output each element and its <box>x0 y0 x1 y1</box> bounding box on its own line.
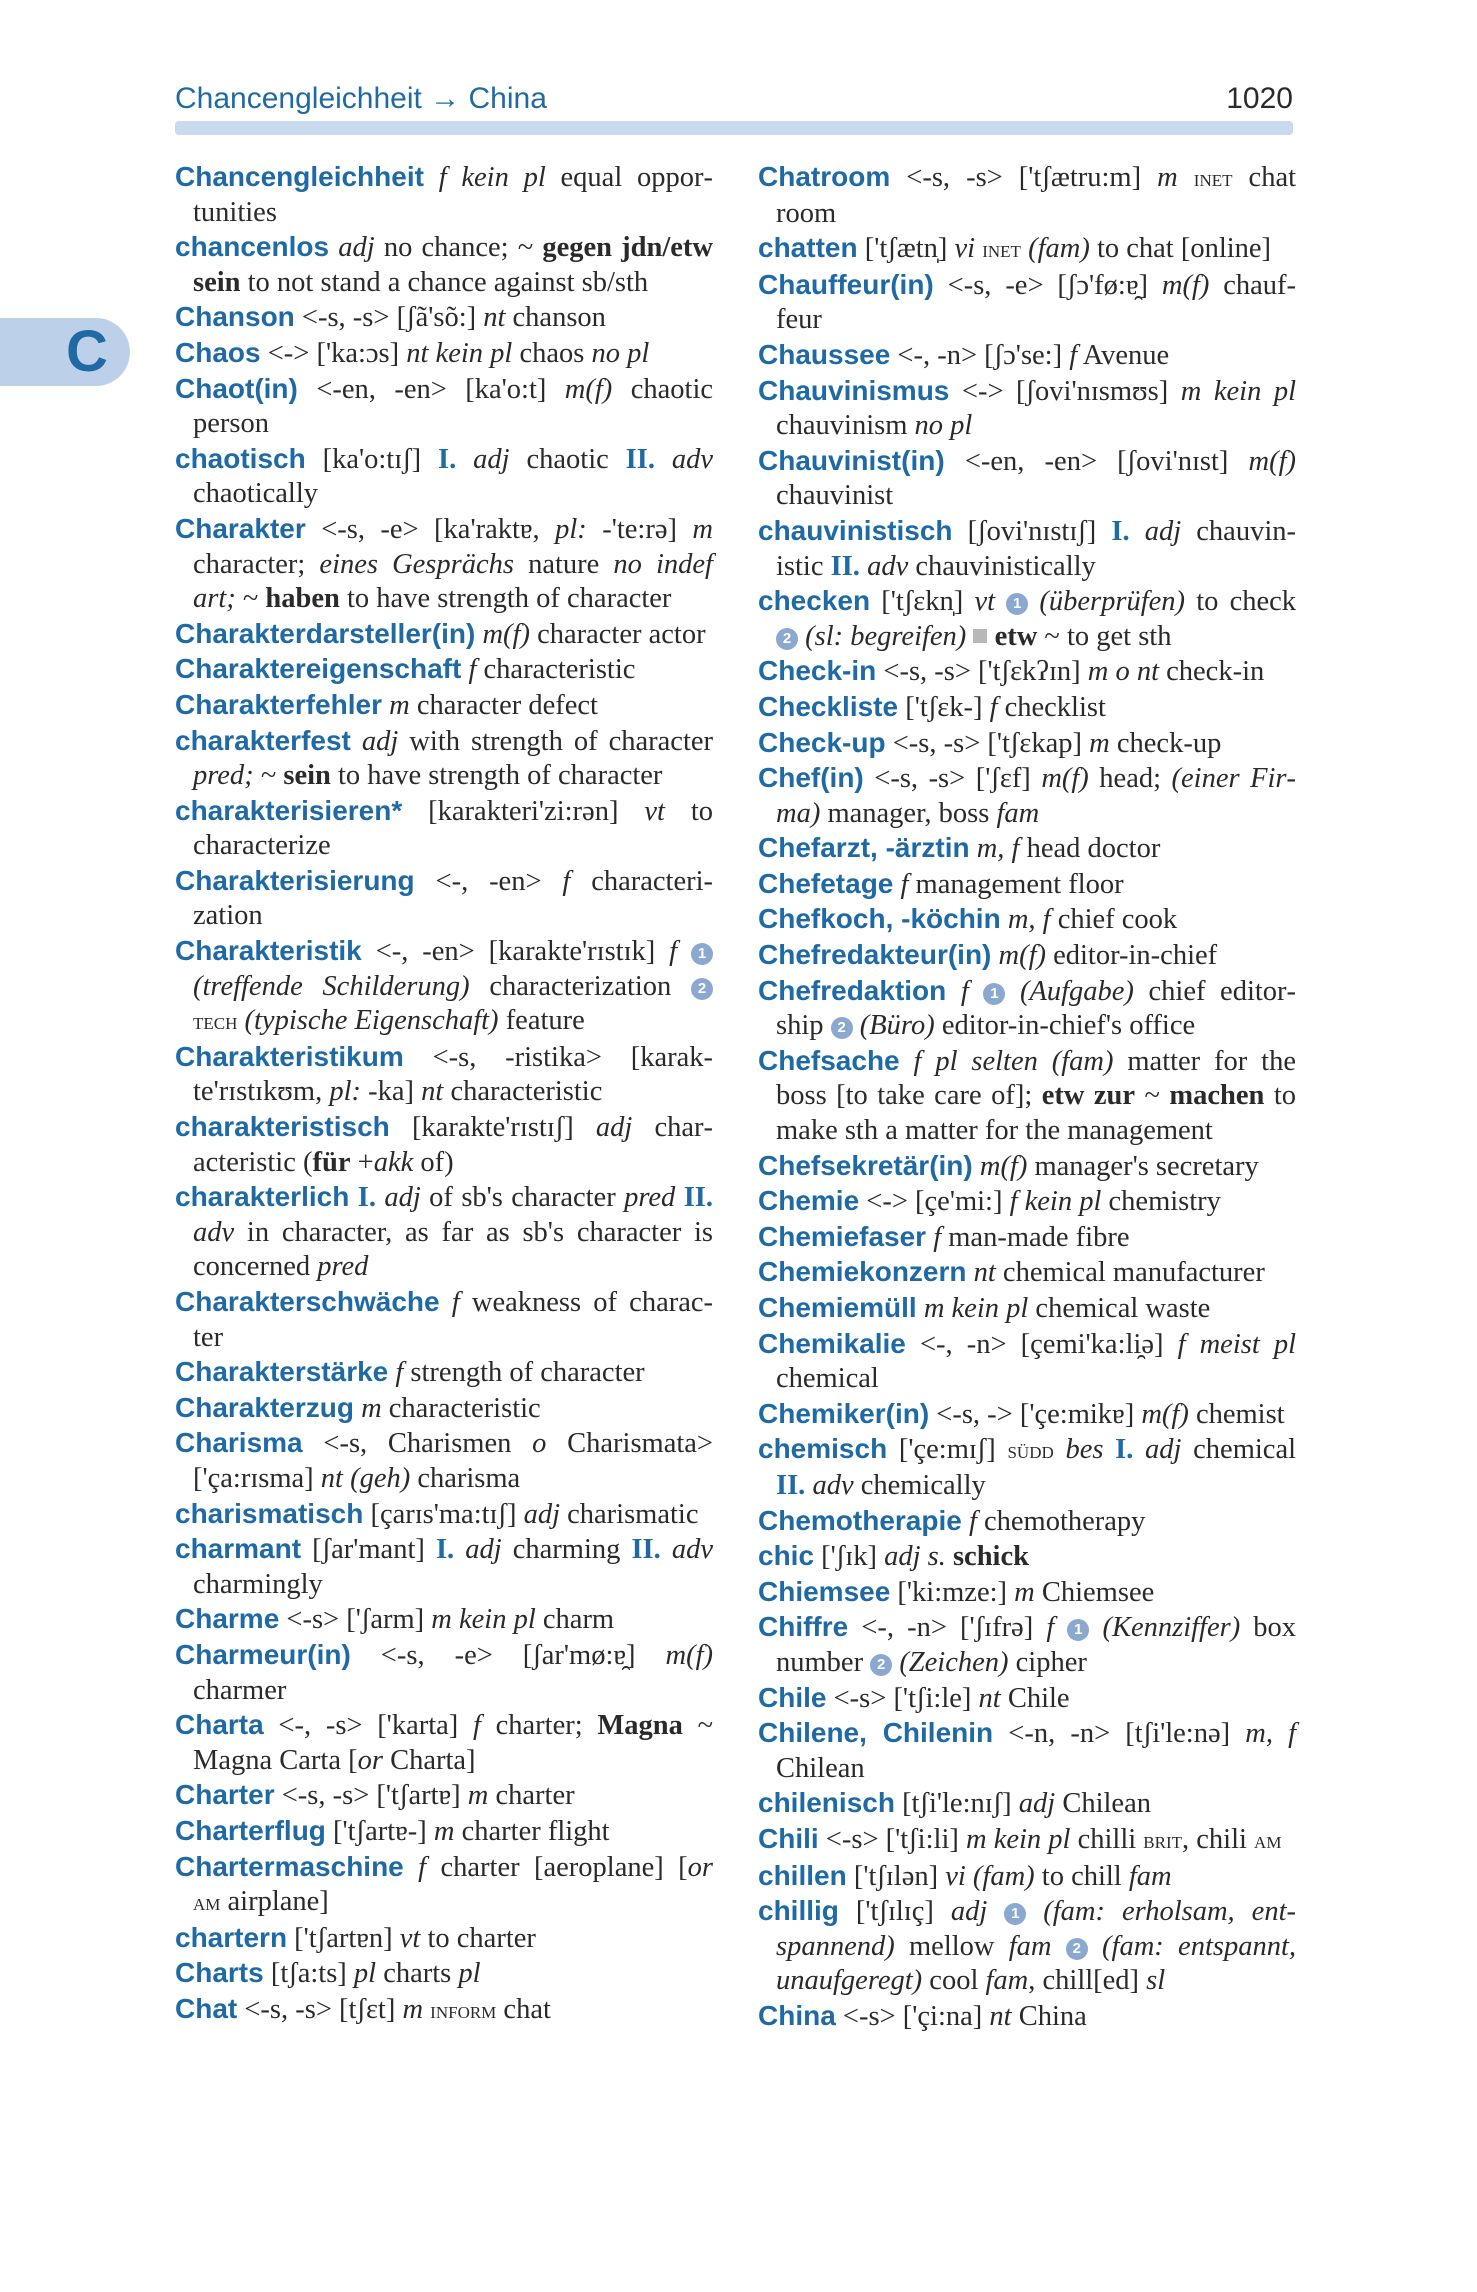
entry-definition: <-, -en> [karakte'rɪstɪk] f 1 (treffende Schilderung) characterization 2 tech (typische Eigenschaft) feature <box>193 936 713 1036</box>
dictionary-entry <box>758 938 1296 974</box>
dictionary-entry <box>175 1602 713 1638</box>
entry-headword: Checkliste <box>758 690 899 722</box>
entry-headword: Charakteristikum <box>175 1040 404 1072</box>
dictionary-entry <box>175 794 713 864</box>
entry-headword: Chefetage <box>758 867 894 899</box>
dictionary-entry <box>758 761 1296 831</box>
entry-definition: <-s, -s> [tʃɛt] m inform chat <box>244 1993 551 2025</box>
entry-headword: chemisch <box>758 1433 888 1465</box>
entry-definition: [tʃi'le:nɪʃ] adj Chilean <box>902 1788 1151 1820</box>
entry-headword: chaotisch <box>175 442 306 474</box>
running-head <box>175 76 1293 116</box>
dictionary-entry <box>758 902 1296 938</box>
entry-definition: f pl selten (fam) matter for the boss [to take care of]; etw zur ~ machen to make sth a matter for the management <box>776 1045 1297 1147</box>
dictionary-entry <box>175 1180 713 1285</box>
entry-headword: charakterlich <box>175 1181 350 1213</box>
entry-definition: ['tʃɛk-] f checklist <box>905 691 1106 723</box>
entry-headword: Chef(in) <box>758 762 864 794</box>
entry-headword: Chanson <box>175 301 295 333</box>
entry-definition: ['tʃɛkn̩] vt 1 (überprüfen) to check 2 (sl: begreifen) etw ~ to get sth <box>776 586 1296 652</box>
entry-headword: Charisma <box>175 1427 303 1459</box>
dictionary-entry <box>175 372 713 442</box>
dictionary-entry <box>175 442 713 512</box>
entry-headword: Charakterstärke <box>175 1356 389 1388</box>
entry-definition: <-, -n> [ʃɔ'se:] f Avenue <box>897 339 1170 371</box>
dictionary-entry <box>175 1638 713 1708</box>
entry-headword: Chartermaschine <box>175 1850 404 1882</box>
entry-headword: Chaos <box>175 336 261 368</box>
entry-headword: checken <box>758 585 871 617</box>
dictionary-entry <box>758 1786 1296 1822</box>
entry-headword: Charakterfehler <box>175 688 382 720</box>
entry-definition: ['tʃætn̩] vi inet (fam) to chat [online] <box>864 233 1272 265</box>
dictionary-entry <box>175 652 713 688</box>
entry-definition: [karakte'rɪstɪʃ] adj characteristic (für +akk of) <box>193 1112 713 1178</box>
entry-definition: <-, -s> ['karta] f charter; Magna ~ Magna Carta [or Charta] <box>193 1710 713 1776</box>
entry-definition: <-s> ['çi:na] nt China <box>842 2000 1087 2032</box>
dictionary-entry <box>175 1850 713 1921</box>
entry-definition: <-s, Charismen o Charismata> ['ça:rɪsma] nt (geh) charisma <box>193 1428 713 1494</box>
thumb-index-letter: C <box>66 319 108 384</box>
dictionary-entry <box>758 1610 1296 1680</box>
dictionary-entry <box>758 726 1296 762</box>
entry-definition: <-s, -s> ['tʃɛkʔɪn] m o nt check-in <box>883 656 1265 688</box>
entry-definition: f charter [aeroplane] [or am airplane] <box>193 1851 713 1918</box>
entry-definition: m kein pl chemical waste <box>923 1293 1211 1324</box>
entry-definition: [karakteri'zi:rən] vt to characterize <box>193 795 713 862</box>
dictionary-entry <box>758 1044 1296 1149</box>
entry-headword: chilenisch <box>758 1787 895 1819</box>
entry-definition: [tʃa:ts] pl charts pl <box>270 1958 481 1990</box>
entry-headword: Charakterschwäche <box>175 1286 440 1317</box>
dictionary-entry <box>758 1504 1296 1540</box>
dictionary-entry <box>175 1956 713 1992</box>
entry-definition: m(f) character actor <box>482 618 706 650</box>
entry-headword: Chefredakteur(in) <box>758 939 992 971</box>
dictionary-entry <box>758 831 1296 867</box>
dictionary-entry <box>758 1291 1296 1327</box>
entry-headword: chancenlos <box>175 231 330 263</box>
entry-headword: Chefsekretär(in) <box>758 1149 973 1181</box>
dictionary-entry <box>175 1992 713 2029</box>
dictionary-entry <box>175 1426 713 1496</box>
entry-definition: <-s> ['ʃarm] m kein pl charm <box>286 1604 615 1636</box>
dictionary-entry <box>758 231 1296 268</box>
entry-definition: I. adj of sb's character pred II. adv in character, as far as sb's character is concerned pred <box>193 1182 714 1283</box>
dictionary-entry <box>175 1355 713 1391</box>
entry-definition: m, f chief cook <box>1007 904 1178 936</box>
entry-definition: f strength of character <box>395 1357 645 1389</box>
entry-headword: Chemotherapie <box>758 1504 962 1536</box>
entry-headword: Charterflug <box>175 1814 326 1846</box>
dictionary-entry <box>175 1778 713 1814</box>
running-head-title: Chancengleichheit → China <box>175 82 547 115</box>
dictionary-entry <box>758 690 1296 726</box>
dictionary-entry <box>175 1921 713 1957</box>
entry-headword: chic <box>758 1540 815 1572</box>
entry-headword: Chancengleichheit <box>175 161 424 192</box>
dictionary-entry <box>175 300 713 336</box>
header-rule <box>175 121 1293 135</box>
entry-headword: chillen <box>758 1859 847 1891</box>
entry-headword: Chefkoch, -köchin <box>758 903 1001 935</box>
entry-headword: Check-in <box>758 655 877 687</box>
dictionary-entry <box>175 1040 713 1110</box>
entry-definition: <-s, -s> ['tʃɛkap] m check-up <box>892 727 1222 759</box>
dictionary-entry <box>175 1497 713 1533</box>
entry-definition: [ka'o:tɪʃ] I. adj chaotic II. adv chaotically <box>193 443 714 510</box>
entry-headword: Charmeur(in) <box>175 1638 351 1670</box>
entry-definition: f kein pl equal opportunities <box>193 162 714 228</box>
entry-headword: chartern <box>175 1921 288 1953</box>
dictionary-entry <box>758 1220 1296 1256</box>
entry-definition: <-, -en> f characterization <box>193 865 714 932</box>
entry-definition: <-s, -s> [ʃã'sõ:] nt chanson <box>301 302 606 334</box>
entry-headword: Chemiemüll <box>758 1292 917 1323</box>
dictionary-entry <box>758 444 1296 514</box>
dictionary-entry <box>758 1894 1296 1999</box>
entry-headword: Chaot(in) <box>175 372 298 404</box>
entry-definition: m(f) editor-in-chief <box>998 940 1218 972</box>
entry-definition: <-en, -en> [ka'o:t] m(f) chaotic person <box>193 373 714 440</box>
entry-definition: <-s, -s> ['tʃætru:m] m inet chat room <box>776 162 1297 229</box>
entry-definition: m character defect <box>389 689 598 721</box>
entry-definition: ['tʃɪlən] vi (fam) to chill fam <box>853 1860 1172 1892</box>
entry-definition: ['tʃɪlɪç] adj 1 (fam: erholsam, entspannend) mellow fam 2 (fam: entspannt, unaufgeregt) cool fam, chill[ed] sl <box>776 1896 1297 1997</box>
dictionary-entry <box>175 1708 713 1778</box>
dictionary-entry <box>175 688 713 724</box>
entry-headword: Chefarzt, -ärztin <box>758 832 970 864</box>
entry-headword: Chemiekonzern <box>758 1256 967 1288</box>
entry-definition: [çarɪs'ma:tɪʃ] adj charismatic <box>370 1498 699 1530</box>
dictionary-entry <box>175 160 713 230</box>
entry-definition: <-s, -s> ['tʃartɐ] m charter <box>281 1780 575 1812</box>
entry-headword: Chemiefaser <box>758 1220 927 1252</box>
dictionary-entry <box>758 1575 1296 1611</box>
entry-definition: <-en, -en> [ʃovi'nɪst] m(f) chauvinist <box>776 445 1297 512</box>
entry-headword: Charakterzug <box>175 1391 354 1423</box>
entry-headword: charakteristisch <box>175 1111 390 1143</box>
entry-definition: ['ʃɪk] adj s. schick <box>821 1541 1029 1573</box>
right-column <box>758 160 1296 2034</box>
entry-definition: adj with strength of character pred; ~ sein to have strength of character <box>193 725 713 792</box>
entry-definition: <-, -n> ['ʃɪfrə] f 1 (Kennziffer) box number 2 (Zeichen) cipher <box>776 1612 1297 1678</box>
entry-definition: <-s, -e> [ka'raktɐ, pl: -'te:rə] m character; eines Gesprächs nature no indef art; ~ haben to have strength of character <box>193 513 714 615</box>
entry-definition: ['çe:mɪʃ] südd bes I. adj chemical II. adv chemically <box>776 1434 1297 1501</box>
entry-headword: Chiemsee <box>758 1575 891 1607</box>
dictionary-entry <box>175 512 713 617</box>
dictionary-entry <box>758 338 1296 374</box>
dictionary-entry <box>758 584 1296 654</box>
entry-headword: Chemiker(in) <box>758 1397 930 1429</box>
entry-headword: charakterisieren* <box>175 794 403 826</box>
entry-headword: Chemikalie <box>758 1327 906 1359</box>
entry-headword: charismatisch <box>175 1497 364 1529</box>
entry-definition: <-n, -n> [tʃi'le:nə] m, f Chilean <box>776 1718 1297 1784</box>
entry-definition: nt chemical manufacturer <box>973 1257 1265 1289</box>
dictionary-entry <box>758 160 1296 231</box>
entry-headword: Chat <box>175 1992 238 2024</box>
entry-headword: charakterfest <box>175 724 351 756</box>
entry-headword: Chefsache <box>758 1044 900 1076</box>
dictionary-entry <box>175 1285 713 1355</box>
entry-headword: Chemie <box>758 1185 860 1217</box>
entry-headword: Chatroom <box>758 161 891 192</box>
dictionary-entry <box>758 1327 1296 1397</box>
entry-definition: [ʃovi'nɪstɪʃ] I. adj chauvinistic II. adv chauvinistically <box>776 515 1296 582</box>
dictionary-entry <box>758 1859 1296 1895</box>
entry-headword: chatten <box>758 232 858 264</box>
thumb-index-tab <box>0 318 130 386</box>
dictionary-entry <box>758 1255 1296 1291</box>
dictionary-entry <box>758 514 1296 584</box>
dictionary-entry <box>758 1149 1296 1185</box>
entry-headword: Chilene, Chilenin <box>758 1717 994 1749</box>
entry-definition: <-s, -e> [ʃɔ'fø:ɐ̯] m(f) chauffeur <box>776 269 1297 336</box>
dictionary-entry <box>758 374 1296 444</box>
entry-definition: f characteristic <box>468 654 636 686</box>
dictionary-entry <box>175 724 713 794</box>
dictionary-entry <box>175 934 713 1040</box>
entry-definition: f chemotherapy <box>968 1505 1146 1537</box>
entry-definition: ['tʃartɐn] vt to charter <box>294 1922 536 1954</box>
page-number: 1020 <box>1226 82 1293 115</box>
entry-definition: <-s, -ristika> [karakte'rɪstɪkʊm, pl: -ka] nt characteristic <box>193 1041 713 1108</box>
entry-headword: chillig <box>758 1895 839 1927</box>
entry-headword: Check-up <box>758 726 886 758</box>
dictionary-entry <box>175 1532 713 1602</box>
entry-headword: Chauffeur(in) <box>758 268 934 300</box>
entry-definition: <-s, -e> [ʃar'mø:ɐ̯] m(f) charmer <box>193 1639 713 1706</box>
entry-definition: f man-made fibre <box>933 1221 1130 1253</box>
entry-headword: Charaktereigenschaft <box>175 653 462 685</box>
entry-headword: Chaussee <box>758 338 891 370</box>
entry-headword: charmant <box>175 1533 302 1565</box>
dictionary-entry <box>175 1110 713 1180</box>
entry-definition: m characteristic <box>361 1392 541 1424</box>
entry-headword: Chile <box>758 1681 827 1713</box>
dictionary-entry <box>758 268 1296 338</box>
dictionary-entry <box>758 1432 1296 1503</box>
entry-definition: <-s, -> ['çe:mikɐ] m(f) chemist <box>936 1398 1285 1430</box>
entry-headword: Chili <box>758 1822 819 1854</box>
dictionary-entry <box>758 1999 1296 2035</box>
dictionary-entry <box>175 1814 713 1850</box>
entry-definition: ['ki:mze:] m Chiemsee <box>897 1576 1155 1608</box>
entry-definition: m, f head doctor <box>976 833 1161 865</box>
entry-definition: <-, -n> [çemi'ka:li̯ə] f meist pl chemical <box>776 1328 1297 1395</box>
entry-definition: [ʃar'mant] I. adj charming II. adv charmingly <box>193 1534 713 1600</box>
left-column <box>175 160 713 2028</box>
dictionary-entry <box>175 1391 713 1427</box>
entry-definition: f 1 (Aufgabe) chief editorship 2 (Büro) editor-in-chief's office <box>776 975 1297 1042</box>
entry-headword: Charakter <box>175 512 306 544</box>
dictionary-entry <box>758 1539 1296 1575</box>
dictionary-entry <box>175 230 713 300</box>
entry-headword: Charakteristik <box>175 935 362 967</box>
dictionary-entry <box>758 1397 1296 1433</box>
entry-definition: f management floor <box>900 868 1124 900</box>
entry-headword: chauvinistisch <box>758 514 953 546</box>
entry-headword: China <box>758 1999 836 2031</box>
entry-definition: adj no chance; ~ gegen jdn/etw sein to not stand a chance against sb/sth <box>193 232 714 298</box>
entry-definition: <-> ['ka:ɔs] nt kein pl chaos no pl <box>267 337 650 369</box>
dictionary-entry <box>758 1681 1296 1717</box>
entry-definition: <-> [ʃovi'nɪsmʊs] m kein pl chauvinism no pl <box>776 375 1297 442</box>
dictionary-entry <box>758 974 1296 1044</box>
dictionary-entry <box>175 864 713 934</box>
entry-definition: <-s, -s> ['ʃɛf] m(f) head; (einer Firma) manager, boss fam <box>776 763 1297 829</box>
entry-headword: Chauvinismus <box>758 374 950 406</box>
dictionary-entry <box>758 1822 1296 1859</box>
entry-headword: Charta <box>175 1709 264 1741</box>
entry-headword: Charter <box>175 1779 275 1811</box>
entry-definition: f weakness of character <box>193 1287 714 1353</box>
entry-headword: Charts <box>175 1957 264 1989</box>
entry-definition: m(f) manager's secretary <box>979 1150 1259 1182</box>
entry-headword: Chauvinist(in) <box>758 444 945 476</box>
dictionary-entry <box>758 1716 1296 1786</box>
dictionary-entry <box>175 617 713 653</box>
entry-definition: <-s> ['tʃi:li] m kein pl chilli brit, chili am <box>825 1823 1282 1855</box>
entry-definition: <-s> ['tʃi:le] nt Chile <box>833 1682 1070 1714</box>
entry-headword: Charakterisierung <box>175 864 415 896</box>
entry-headword: Chiffre <box>758 1611 849 1643</box>
entry-definition: <-> [çe'mi:] f kein pl chemistry <box>866 1186 1221 1218</box>
dictionary-entry <box>175 336 713 372</box>
entry-definition: ['tʃartɐ-] m charter flight <box>333 1815 610 1847</box>
dictionary-entry <box>758 1184 1296 1220</box>
dictionary-entry <box>758 654 1296 690</box>
entry-headword: Chefredaktion <box>758 974 947 1006</box>
dictionary-entry <box>758 867 1296 903</box>
entry-headword: Charakterdarsteller(in) <box>175 617 476 649</box>
entry-headword: Charme <box>175 1603 280 1635</box>
